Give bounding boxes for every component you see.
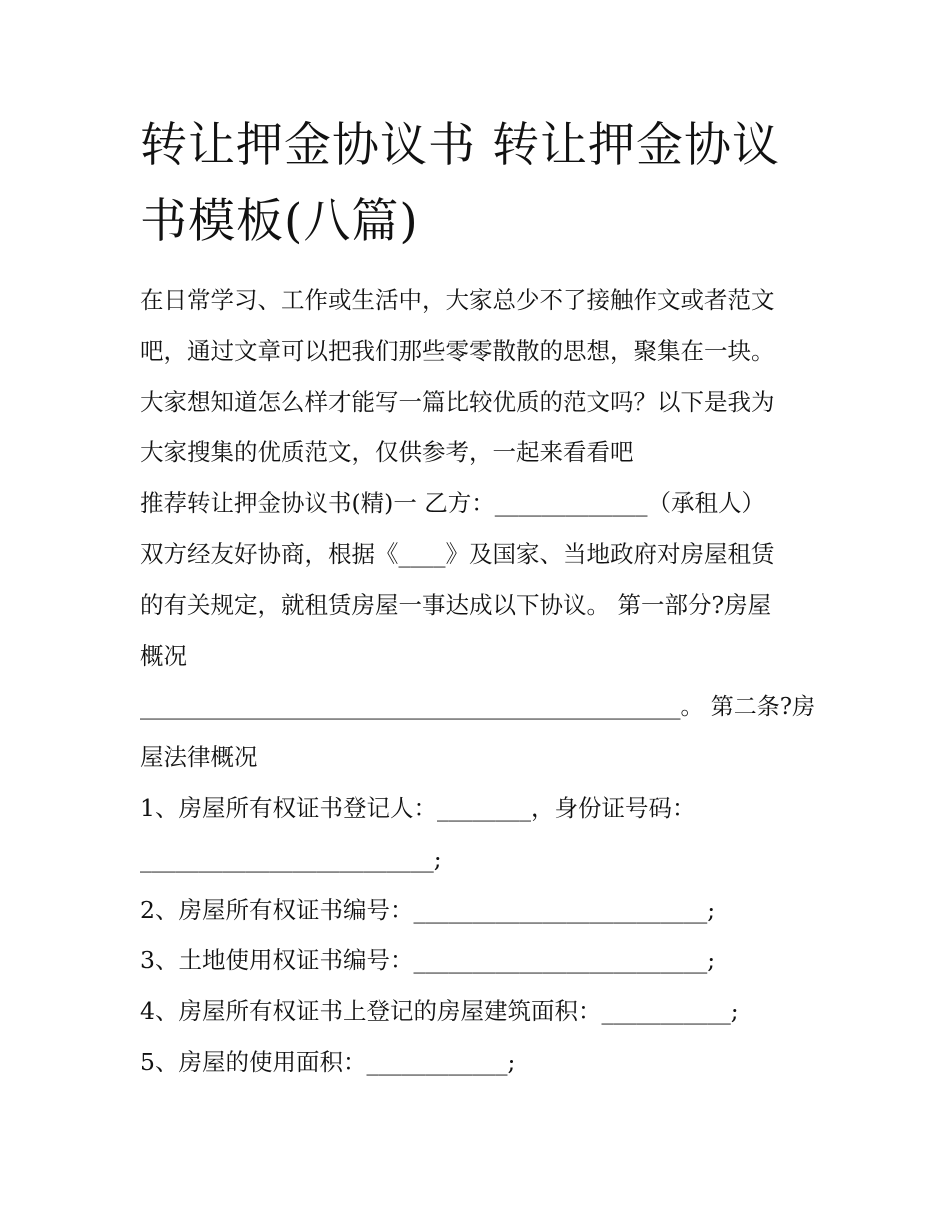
body-line-3: 大家想知道怎么样才能写一篇比较优质的范文吗？以下是我为 (140, 388, 775, 416)
body-line-16: 5、房屋的使用面积：____________; (140, 1048, 516, 1076)
body-line-15: 4、房屋所有权证书上登记的房屋建筑面积：___________; (140, 997, 739, 1025)
body-line-10: 屋法律概况 (140, 743, 258, 771)
body-line-1: 在日常学习、工作或生活中，大家总少不了接触作文或者范文 (140, 286, 775, 314)
body-line-2: 吧，通过文章可以把我们那些零零散散的思想，聚集在一块。 (140, 337, 775, 365)
body-line-14: 3、土地使用权证书编号：_________________________; (140, 946, 716, 974)
document-title (140, 108, 830, 260)
body-line-4: 大家搜集的优质范文，仅供参考，一起来看看吧 (140, 438, 634, 466)
body-line-6: 双方经友好协商，根据《____》及国家、当地政府对房屋租赁 (140, 540, 775, 568)
body-line-12: _________________________; (140, 845, 442, 873)
body-line-7: 的有关规定，就租赁房屋一事达成以下协议。 第一部分?房屋 (140, 591, 772, 619)
body-line-9: _______________________________________________。 第二条?房 (140, 694, 816, 720)
body-line-8: 概况 (140, 642, 187, 670)
body-line-13: 2、房屋所有权证书编号：_________________________; (140, 896, 716, 924)
title-line-1: 转让押金协议书 转让押金协议 (140, 118, 780, 173)
title-line-2: 书模板(八篇) (140, 194, 419, 249)
body-line-5: 推荐转让押金协议书(精)一 乙方：_____________（承租人） (140, 489, 766, 517)
body-line-11: 1、房屋所有权证书登记人：________，身份证号码： (140, 794, 696, 822)
